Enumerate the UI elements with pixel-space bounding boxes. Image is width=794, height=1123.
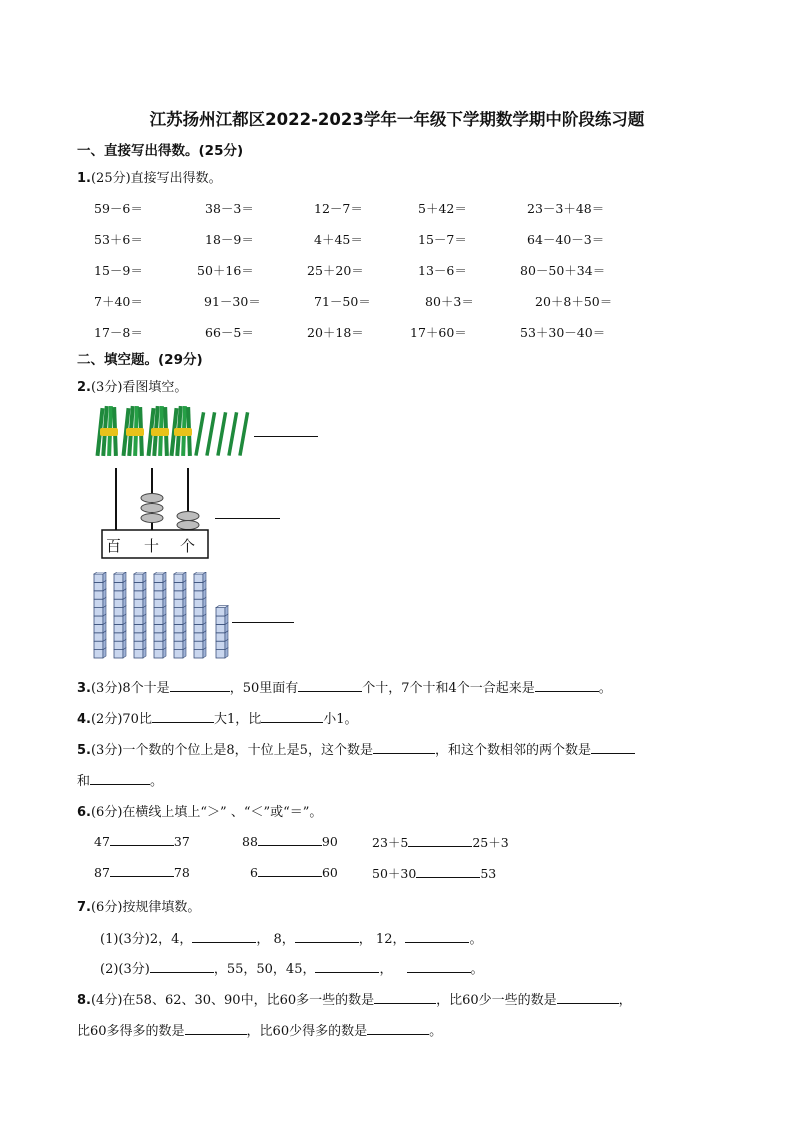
ten-rod-icon — [174, 572, 186, 658]
question-text: 直接写出得数。 — [130, 171, 222, 186]
question-text: 8个十是 — [122, 681, 170, 696]
question-text: 比60多得多的数是 — [77, 1024, 185, 1039]
answer-blank[interactable] — [90, 772, 150, 785]
answer-blank[interactable] — [315, 960, 379, 973]
left-operand: 50＋30 — [372, 866, 417, 881]
question-text: ，比60少得多的数是 — [246, 1024, 368, 1039]
question-number: 7. — [77, 900, 91, 915]
sub-question-label: (2)(3分) — [100, 962, 150, 977]
arithmetic-item: 80－50＋34＝ — [520, 263, 606, 278]
question-text: 2，4， — [149, 932, 193, 947]
unit-cubes-icon — [216, 606, 228, 658]
question-text: ，50里面有 — [229, 681, 299, 696]
question-number: 2. — [77, 380, 91, 395]
stick-bundle-icon — [96, 406, 118, 456]
answer-blank[interactable] — [295, 930, 359, 943]
answer-blank[interactable] — [405, 930, 469, 943]
comparison-item — [94, 864, 190, 880]
abacus-label-hundreds: 百 — [106, 537, 122, 555]
arithmetic-item: 7＋40＝ — [94, 294, 143, 309]
question-7-part-1 — [100, 928, 483, 947]
ten-rod-icon — [134, 572, 146, 658]
question-text: 。 — [470, 962, 484, 977]
answer-blank[interactable] — [373, 741, 435, 754]
comparison-item — [94, 833, 190, 849]
arithmetic-item: 15－7＝ — [418, 232, 467, 247]
question-text: 看图填空。 — [122, 380, 188, 395]
question-score: (3分) — [90, 380, 123, 395]
answer-blank[interactable] — [254, 436, 318, 437]
question-number: 6. — [77, 805, 91, 820]
right-operand: 78 — [173, 865, 190, 880]
question-text: 和 — [77, 774, 91, 789]
sub-question-label: (1)(3分) — [100, 932, 150, 947]
answer-blank[interactable] — [408, 834, 472, 847]
question-number: 8. — [77, 993, 91, 1008]
comparison-item — [372, 864, 496, 882]
arithmetic-item: 17－8＝ — [94, 325, 143, 340]
arithmetic-item: 20＋8＋50＝ — [535, 294, 613, 309]
question-text: 小1。 — [323, 712, 358, 727]
left-operand: 87 — [94, 865, 110, 880]
question-text: 按规律填数。 — [122, 900, 201, 915]
arithmetic-item: 25＋20＝ — [307, 263, 364, 278]
right-operand: 60 — [321, 865, 338, 880]
question-text: 。 — [598, 681, 612, 696]
question-text: ，55，50，45， — [213, 962, 316, 977]
answer-blank[interactable] — [258, 833, 322, 846]
right-operand: 53 — [480, 866, 497, 881]
ten-rod-icon — [194, 572, 206, 658]
question-number: 1. — [77, 171, 91, 186]
section-2-heading: 二、填空题。(29分) — [77, 352, 203, 368]
answer-blank[interactable] — [152, 710, 214, 723]
question-score: (4分) — [90, 993, 123, 1008]
answer-blank[interactable] — [110, 833, 174, 846]
question-1 — [77, 167, 222, 186]
comparison-item — [372, 833, 509, 851]
answer-blank[interactable] — [374, 991, 436, 1004]
answer-blank[interactable] — [232, 622, 294, 623]
arithmetic-item: 53＋6＝ — [94, 232, 143, 247]
bead-icon — [177, 521, 199, 530]
answer-blank[interactable] — [215, 518, 280, 519]
single-stick-icon — [216, 412, 227, 456]
question-text: ， 8， — [256, 932, 295, 947]
arithmetic-item: 13－6＝ — [418, 263, 467, 278]
answer-blank[interactable] — [298, 679, 362, 692]
question-5 — [77, 739, 635, 758]
question-text: 70比 — [122, 712, 152, 727]
arithmetic-item: 20＋18＝ — [307, 325, 364, 340]
stick-bundle-icon — [122, 406, 144, 456]
comparison-item — [242, 833, 338, 849]
question-text: ， — [379, 962, 393, 977]
ten-rod-icon — [114, 572, 126, 658]
question-number: 5. — [77, 743, 91, 758]
question-text: 在横线上填上“＞” 、“＜”或“＝”。 — [122, 805, 323, 820]
arithmetic-item: 50＋16＝ — [197, 263, 254, 278]
question-7 — [77, 896, 200, 915]
bead-icon — [141, 514, 163, 523]
bead-icon — [177, 512, 199, 521]
ten-rod-icon — [94, 572, 106, 658]
arithmetic-item: 4＋45＝ — [314, 232, 363, 247]
question-text: ， — [618, 993, 632, 1008]
single-stick-icon — [238, 412, 249, 456]
bead-icon — [141, 504, 163, 513]
question-8 — [77, 989, 632, 1008]
question-score: (6分) — [90, 805, 123, 820]
single-stick-icon — [194, 412, 205, 456]
arithmetic-item: 80＋3＝ — [425, 294, 474, 309]
left-operand: 23＋5 — [372, 835, 409, 850]
question-4 — [77, 708, 358, 727]
answer-blank[interactable] — [170, 679, 230, 692]
question-text: 个十，7个十和4个一合起来是 — [362, 681, 535, 696]
question-text: ，比60少一些的数是 — [436, 993, 557, 1008]
arithmetic-item: 18－9＝ — [205, 232, 254, 247]
left-operand: 88 — [242, 834, 258, 849]
arithmetic-item: 53＋30－40＝ — [520, 325, 606, 340]
question-score: (6分) — [90, 900, 123, 915]
arithmetic-item: 38－3＝ — [205, 201, 254, 216]
question-score: (25分) — [90, 171, 131, 186]
arithmetic-item: 64－40－3＝ — [527, 232, 605, 247]
right-operand: 25＋3 — [472, 835, 509, 850]
arithmetic-item: 5＋42＝ — [418, 201, 467, 216]
arithmetic-item: 66－5＝ — [205, 325, 254, 340]
question-text: 一个数的个位上是8，十位上是5，这个数是 — [122, 743, 373, 758]
arithmetic-item: 71－50＝ — [314, 294, 371, 309]
counting-sticks-image — [94, 404, 254, 462]
stick-bundle-icon — [147, 406, 169, 456]
page-title: 江苏扬州江都区2022-2023学年一年级下学期数学期中阶段练习题 — [149, 110, 645, 129]
answer-blank[interactable] — [557, 991, 619, 1004]
question-score: (2分) — [90, 712, 123, 727]
single-stick-icon — [227, 412, 238, 456]
arithmetic-item: 12－7＝ — [314, 201, 363, 216]
left-operand: 6 — [250, 865, 258, 880]
answer-blank[interactable] — [261, 710, 323, 723]
bead-icon — [141, 494, 163, 503]
single-stick-icon — [205, 412, 216, 456]
question-text: 。 — [469, 932, 483, 947]
question-5-continued — [77, 770, 163, 789]
question-3 — [77, 677, 612, 696]
answer-blank[interactable] — [416, 865, 480, 878]
right-operand: 90 — [321, 834, 338, 849]
question-2 — [77, 376, 187, 395]
arithmetic-item: 15－9＝ — [94, 263, 143, 278]
question-text: 大1，比 — [213, 712, 262, 727]
answer-blank[interactable] — [110, 864, 174, 877]
question-text: 。 — [150, 774, 164, 789]
question-text: ， 12， — [358, 932, 406, 947]
answer-blank[interactable] — [185, 1022, 247, 1035]
stick-bundle-icon — [170, 406, 192, 456]
question-7-part-2 — [100, 958, 484, 977]
question-text: 在58、62、30、90中，比60多一些的数是 — [122, 993, 375, 1008]
base-ten-blocks-image — [92, 572, 232, 662]
left-operand: 47 — [94, 834, 110, 849]
abacus-label-tens: 十 — [144, 537, 160, 555]
question-6 — [77, 801, 322, 820]
comparison-item — [250, 864, 338, 880]
answer-blank[interactable] — [192, 930, 256, 943]
abacus-label-ones: 个 — [180, 537, 196, 555]
arithmetic-item: 91－30＝ — [204, 294, 261, 309]
question-score: (3分) — [90, 681, 123, 696]
right-operand: 37 — [173, 834, 190, 849]
question-score: (3分) — [90, 743, 123, 758]
question-number: 4. — [77, 712, 91, 727]
question-number: 3. — [77, 681, 91, 696]
ten-rod-icon — [154, 572, 166, 658]
answer-blank[interactable] — [258, 864, 322, 877]
arithmetic-item: 23－3＋48＝ — [527, 201, 605, 216]
section-1-heading: 一、直接写出得数。(25分) — [77, 143, 244, 159]
answer-blank[interactable] — [407, 960, 471, 973]
question-8-continued — [77, 1020, 442, 1039]
answer-blank[interactable] — [150, 960, 214, 973]
question-text: 。 — [429, 1024, 443, 1039]
answer-blank[interactable] — [591, 741, 635, 754]
arithmetic-item: 17＋60＝ — [410, 325, 467, 340]
question-text: ，和这个数相邻的两个数是 — [434, 743, 591, 758]
answer-blank[interactable] — [535, 679, 599, 692]
arithmetic-item: 59－6＝ — [94, 201, 143, 216]
answer-blank[interactable] — [367, 1022, 429, 1035]
